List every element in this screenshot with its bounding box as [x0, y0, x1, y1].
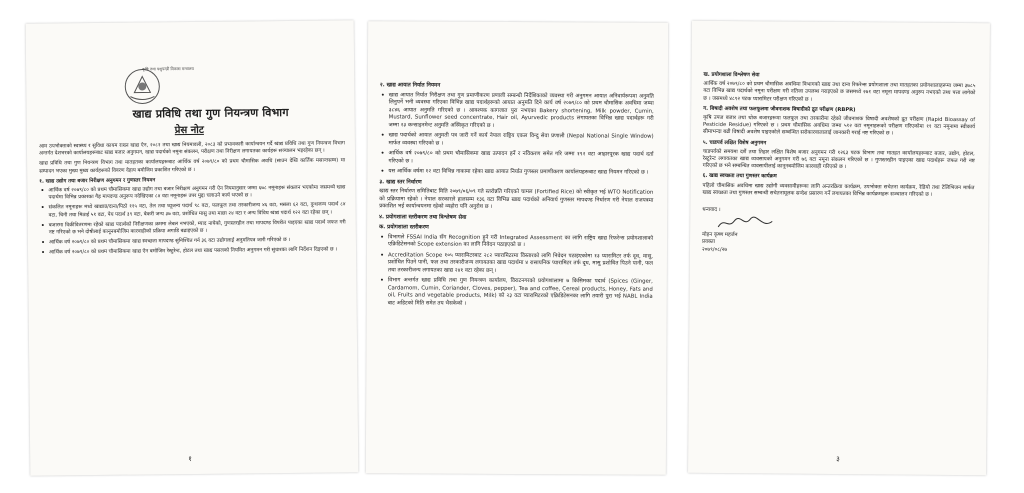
list-item: • यस आर्थिक वर्षमा १२ वटा विभिन्न नाकामा रहेका खाद्य आयात निर्यात गुणस्तर प्रमाणीकरण कार्यालयहरूबाट खाद्य नियमन गरिएको छ ।	[379, 168, 653, 177]
section-4-heading: ४. प्रयोगशाला स्तरीकरण तथा विश्लेषण सेवा	[379, 213, 467, 221]
intro-paragraph: आम उपभोक्ताको स्वास्थ्य र सुविधा कायम राख्न खाद्य ऐन, २०८१ तथा खाद्य नियमावली, २०८३ को प्रभावकारी कार्यान्वयन गर्दै खाद्य प्रविधि तथा गुण नियन्त्रण विभाग अन्तर्गत देशभरको कार्यालयहरूबाट खाद्य बजार अनुगमन, खाद्य पदार्थको नमूना संकलन, परीक्षण तथा निरीक्षण लगायतका कार्यहरू सञ्चालन भइरहेका छन् ।	[38, 140, 345, 157]
ministry-name: कृषि तथा पशुपन्छी विकास मन्त्रालय	[142, 65, 194, 72]
section-2-heading: २. खाद्य आयात निर्यात नियमन	[379, 82, 441, 89]
page-number: ३	[836, 454, 840, 464]
section-4-list	[379, 234, 653, 309]
list-item: • खाद्य पदार्थको आयात अनुमती पत्र जारी गर्ने कार्य नेपाल राष्ट्रिय एकल विन्दु सेवा प्रणाली (Nepal National Single Window) मार्फत व्यवस्था गरिएको छ ।	[380, 132, 654, 148]
section-3-paragraph: खाद्य स्तर निर्धारण समितिबाट मिति २०७९/०६/०९ गते स्तरोन्नति गरिएको चामल (Fortified Rice) को स्वीकृत भई WTO Notification को प्रक्रियामा रहेको । नेपाल सरकारले हालसम्म १३६ वटा विभिन्न खाद्य पदार्थको अनिवार्य गुणस्तर मापदण्ड निर्धारण गरी नेपाल राजपत्रमा प्रकाशित भई कार्यान्वयनमा रहेको व्यहोरा पनि अनुरोध छ ।	[379, 188, 654, 210]
section-4a-heading: क. प्रयोगशाला स्तरीकरण	[379, 224, 429, 231]
section-5-paragraph: चाडपर्वको समयमा दशैं तथा तिहार लक्षित विशेष बजार अनुगमन गरी १२६३ पटक विभाग तथा मातहत कार्यालयहरूबाट बजार, उद्योग, होटल, रेस्टुरेन्ट लगायतका खाद्य व्यवसायको अनुगमन गरी ७६ वटा नमूना संकलन गरिएको छ । गुणस्तरहीन पाइएका खाद्य पदार्थहरू जफत गरी नष्ट गरिएको छ भने सम्बन्धित व्यवसायीलाई कानूनबमोजिम कारवाही गरिएको छ ।	[702, 148, 975, 171]
press-note-page-3	[688, 21, 990, 476]
signature-block	[702, 207, 974, 256]
list-item: • आर्थिक वर्ष २०७९/८० को प्रथम चौमासिकमा खाद्य स्वच्छता मापदण्ड सुनिश्चित गर्न ३६ वटा उद्योगलाई अनुमतिपत्र जारी गरिएको छ ।	[40, 237, 346, 247]
press-note-page-1	[26, 20, 359, 475]
signer-title: प्रवक्ता	[702, 239, 715, 246]
signer-date: २०७९/०८/२७	[701, 246, 728, 253]
press-note-page-2	[366, 21, 668, 475]
section-2-list	[379, 92, 653, 177]
section-1-heading: १. खाद्य उद्योग तथा बजार निरीक्षण अनुगमन र गुणस्तर नियमन	[39, 177, 156, 185]
list-item: • Accreditation Scope १०५ प्यारामिटरबाट २८२ प्यारामिटरमा विस्तारको लागि निवेदन पठाइएकोमा १३ प्यारामिटर तर्फ दूध, मासु, प्रशोधित पिउने पानी, फल तथा तरकारीजन्य लगायतका खाद्य पदार्थमा ४ रासायनिक प्यारामिटर तर्फ दूध, मासु प्रशोधित पिउने पानी, फल तथा तरकारीजन्य लगायतका खाद्य २४१ वटा रहेका छन् ।	[379, 252, 653, 276]
section-6-paragraph: पहिलो चौमासिक अवधिमा खाद्य उद्योगी व्यवसायीहरूका लागि अन्तरक्रिया कार्यक्रम, उपभोक्ता सचेतना कार्यक्रम, रेडियो तथा टेलिभिजन मार्फत खाद्य स्वच्छता तथा गुणस्तर सम्बन्धी सचेतनामूलक सन्देश प्रसारण गर्ने लगायतका विभिन्न कार्यक्रमहरू सञ्चालन गरिएको छ ।	[702, 182, 975, 198]
list-item: • आर्थिक वर्ष २०७९/८० को प्रथम चौमासिकमा खाद्य ऐन बमोजिम रेस्टुरेन्ट, होटल तथा खाद्य पसलको नियमित अनुगमन गरी सुधारका लागि निर्देशन दिइएको छ ।	[40, 247, 346, 257]
section-6-heading: ६. खाद्य स्वच्छता तथा गुणस्तर कार्यक्रम	[702, 173, 777, 180]
page-number: १	[188, 455, 192, 464]
press-note-heading: प्रेस नोट	[174, 124, 204, 137]
section-4c-heading: ग. बिषादी अवशेष तथा फलफूलमा जीवनाशक बिषादीको द्रुत परीक्षण (RBPR)	[703, 105, 856, 113]
section-1-list	[39, 184, 346, 257]
list-item: • विभागले FSSAI India सँग Recognition हुने गरी Integrated Assessment का लागि राष्ट्रिय खाद्य रिफरेन्स प्रयोगशालाको एक्रिडिटेसनको Scope extension का लागि निवेदन पठाइएको छ ।	[379, 234, 653, 250]
list-item: • आर्थिक वर्ष २०७९/८० को प्रथम चौमासिकमा खाद्य उत्पादन हर्ने र नविकरण समेत गरि जम्मा १९२ वटा आहारपूरक खाद्य पदार्थ दर्ता गरिएको छ ।	[379, 150, 653, 166]
department-title: खाद्य प्रविधि तथा गुण नियन्त्रण विभाग	[132, 105, 289, 121]
section-5-heading: ५. चाडपर्व लक्षित विशेष अनुगमन	[702, 139, 767, 146]
section-4b-heading: ख. प्रयोगशाला विश्लेषण सेवा	[703, 71, 760, 79]
page-1-body	[39, 140, 346, 260]
intro-paragraph: खाद्य प्रविधि तथा गुण नियन्त्रण विभाग तथा मातहतका कार्यालयहरूबाट आर्थिक वर्ष २०७९/८० को प्रथम चौमासिक अवधि (साउन देखि कार्तिक मसान्तसम्म) मा सम्पादन भएका मुख्य मुख्य कार्यहरूको विवरण देहाय बमोजिम प्रकाशित गरिएको छ ।	[39, 157, 346, 175]
signer-name: मोहन कृष्ण महर्जन	[702, 232, 738, 239]
list-item: • संकलित नमूनाहरू मध्ये खाद्यान्न/दाना/पिठो ११५ वटा, तेल तथा घ्यूजन्य पदार्थ ९८ वटा, फलफूल तथा तरकारीजन्य ४६ वटा, मसला ६२ वटा, दुग्धजन्य पदार्थ ८४ वटा, चिनी तथा मिठाई ५१ वटा, पेय पदार्थ ३९ वटा, बेकरी जन्य ३७ वटा, प्रशोधित मासु तथा माछा २४ वटा र अन्य विविध खाद्य पदार्थ १२२ वटा रहेका छन् ।	[40, 202, 346, 220]
section-3-heading: ३. खाद्य स्तर निर्धारण	[379, 178, 422, 185]
list-item: • आर्थिक वर्ष २०७९/८० को प्रथम चौमासिकमा खाद्य उद्योग तथा बजार निरीक्षण अनुगमन गरी ऐन नियमानुसार जम्मा ६७८ नमूनाहरू संकलन भएकोमा जसमध्ये खाद्य पदार्थमा विभिन्न प्रकारका गैह्र मापदण्ड अनुरूप नदेखिएका ८४ वटा नमूनाहरू उपर मुद्दा चलाउने कार्य भएको छ ।	[39, 184, 345, 202]
list-item: • खाद्य आयात निर्यात निरीक्षण तथा गुण प्रमाणीकरण प्रणाली सम्बन्धी निर्देशिकाको व्यवस्था गरी अनुगमन आयात अनिवार्यरूपमा अनुमति लिनुपर्ने भनी व्यवस्था गरिएका विभिन्न खाद्य पदार्थहरूको आयात अनुमति दिने कार्य वर्ष २०७९/८० को प्रथम चौमासिक अवधिमा जम्मा ३८४६ आयात अनुमति गरिएको छ । आवश्यक कागजात पुरा नभएका Bakery shortening, Milk powder, Cumin, Mustard, Sunflower seed concentrate, Hair oil, Ayurvedic products लगायतका विभिन्न खाद्य पदार्थहरू गरी जम्मा २३ कन्साइनमेन्ट अनुमति अस्विकृत गरिएको छ ।	[380, 92, 654, 131]
section-4b-paragraph: आर्थिक वर्ष २०७९/८० को प्रथम चौमासिक अवधिमा विभागको खाद्य तथा दाना रिफरेन्स प्रयोगशाला तथा मातहतका प्रयोगशालाहरूमा जम्मा ३७८५ वटा विभिन्न खाद्य पदार्थको नमूना परीक्षण गरी नतिजा उपलब्ध गराइएको छ जसमध्ये २७१ वटा नमूना मापदण्ड अनुरुप नभएको तथ्य पत्ता लागेको छ । जसमध्ये ४८९२ पटक प्यारामिटर परीक्षण गरिएको छ ।	[703, 81, 976, 103]
list-item: • विभाग अन्तर्गत खाद्य प्रविधि तथा गुण नियन्त्रण कार्यालय, विराटनगरको प्रयोगशालामा ७ किसिमका पदार्थ (Spices (Ginger, Cardamom, Cumin, Coriander, Cloves, pepper), Tea and coffee, Cereal products, Honey, Fats and oil, Fruits and vegetable products, Milk) को २३ वटा प्यारामिटरको एक्रिडिटेसनका लागि तयारी पुरा भई NABL India बाट अडिटको मिति समेत तय भैसकेको ।	[379, 277, 653, 308]
section-4c-paragraph: कृषि उपज बजार तथा थोक बजारहरूमा फलफूल तथा तरकारीमा रहेको जीवनाशक विषादी अवशेषको द्रुत परीक्षण (Rapid Bioassay of Pesticide Residue) गरिएको छ । प्रथम चौमासिक अवधिमा जम्मा ५१२ वटा नमूनाहरूको परीक्षण गरिएकोमा ११ वटा नमूनामा स्वीकार्य सीमाभन्दा बढी विषादी अवशेष पाइएकोले सम्बन्धित सरोकारवालालाई जानकारी गराई नष्ट गरिएको छ ।	[702, 114, 976, 137]
thanks-text: धन्यवाद ।	[702, 206, 721, 214]
list-item: • बजारमा विक्रीवितरणमा रहेको खाद्य पदार्थको निरीक्षणका क्रममा लेबल नभएको, म्याद नाघेको, गुणस्तरहीन तथा मापदण्ड विपरीत पाइएका खाद्य पदार्थ जफत गरी नष्ट गरिएको छ भने दोषीलाई कानूनबमोजिम कारवाहीको प्रक्रिया अगाडि बढाइएको छ ।	[40, 219, 346, 237]
signature-icon	[716, 215, 776, 232]
